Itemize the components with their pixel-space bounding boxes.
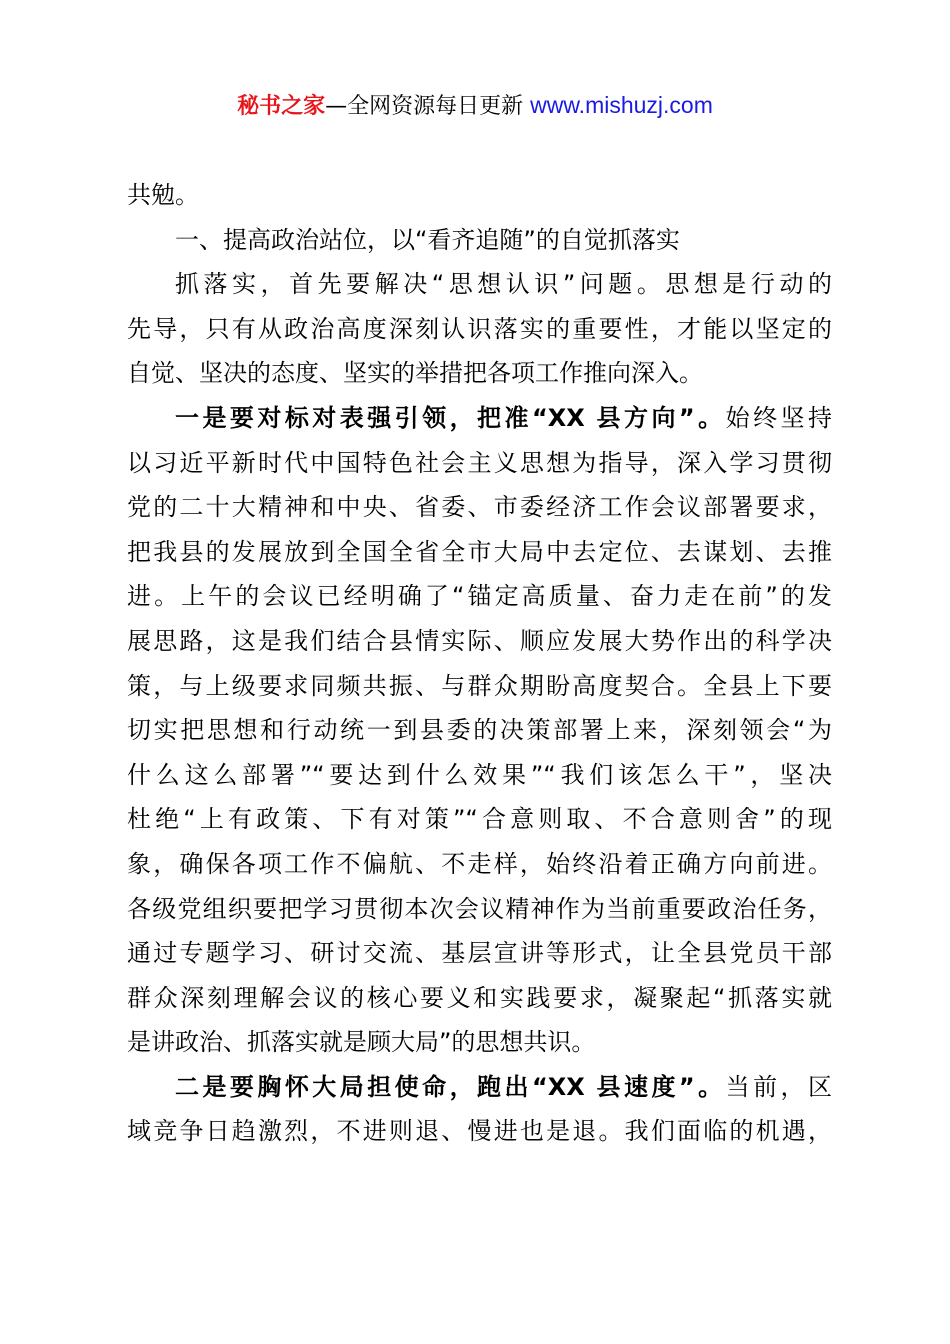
paragraph-first-line [127,1065,832,1110]
point-heading-1: 一是要对标对表强引领，把准“XX 县方向”。 [175,403,726,432]
text-line: 自觉、坚决的态度、坚实的举措把各项工作推向深入。 [127,359,703,388]
text-line: 抓落实，首先要解决“思想认识”问题。思想是行动的 [175,270,832,299]
site-header [0,88,950,124]
site-url-link[interactable]: www.mishuzj.com [530,92,713,118]
text-line: 是讲政治、抓落实就是顾大局”的思想共识。 [127,1028,596,1057]
text-line: 杜绝“上有政策、下有对策”“合意则取、不合意则舍”的现 [127,805,832,834]
text-run: 始终坚持 [725,403,832,432]
site-brand: 秘书之家 [237,94,326,119]
text-line: 策，与上级要求同频共振、与群众期盼高度契合。全县上下要 [127,671,832,700]
text-run: 当前，区 [725,1072,832,1101]
text-line: 展思路，这是我们结合县情实际、顺应发展大势作出的科学决 [127,626,832,655]
text-line: 各级党组织要把学习贯彻本次会议精神作为当前重要政治任务， [127,894,832,923]
site-slogan: —全网资源每日更新 [325,94,531,119]
text-line: 象，确保各项工作不偏航、不走样，始终沿着正确方向前进。 [127,849,832,878]
text-line: 党的二十大精神和中央、省委、市委经济工作会议部署要求， [127,493,832,522]
text-line: 把我县的发展放到全国全省全市大局中去定位、去谋划、去推 [127,537,832,566]
text-line: 群众深刻理解会议的核心要义和实践要求，凝聚起“抓落实就 [127,983,832,1012]
text-line: 进。上午的会议已经明确了“锚定高质量、奋力走在前”的发 [127,582,832,611]
text-line: 通过专题学习、研讨交流、基层宣讲等形式，让全县党员干部 [127,939,832,968]
paragraph-first-line [127,396,832,441]
text-line: 以习近平新时代中国特色社会主义思想为指导，深入学习贯彻 [127,448,832,477]
text-line: 切实把思想和行动统一到县委的决策部署上来，深刻领会“为 [127,716,832,745]
section-heading: 一、提高政治站位，以“看齐追随”的自觉抓落实 [175,225,680,254]
text-line: 共勉。 [127,181,199,209]
point-heading-2: 二是要胸怀大局担使命，跑出“XX 县速度”。 [175,1072,726,1101]
text-line: 什么这么部署”“要达到什么效果”“我们该怎么干”，坚决 [127,760,832,789]
document-body [127,173,832,1154]
text-line: 域竞争日趋激烈，不进则退、慢进也是退。我们面临的机遇， [127,1117,832,1146]
text-line: 先导，只有从政治高度深刻认识落实的重要性，才能以坚定的 [127,314,832,343]
